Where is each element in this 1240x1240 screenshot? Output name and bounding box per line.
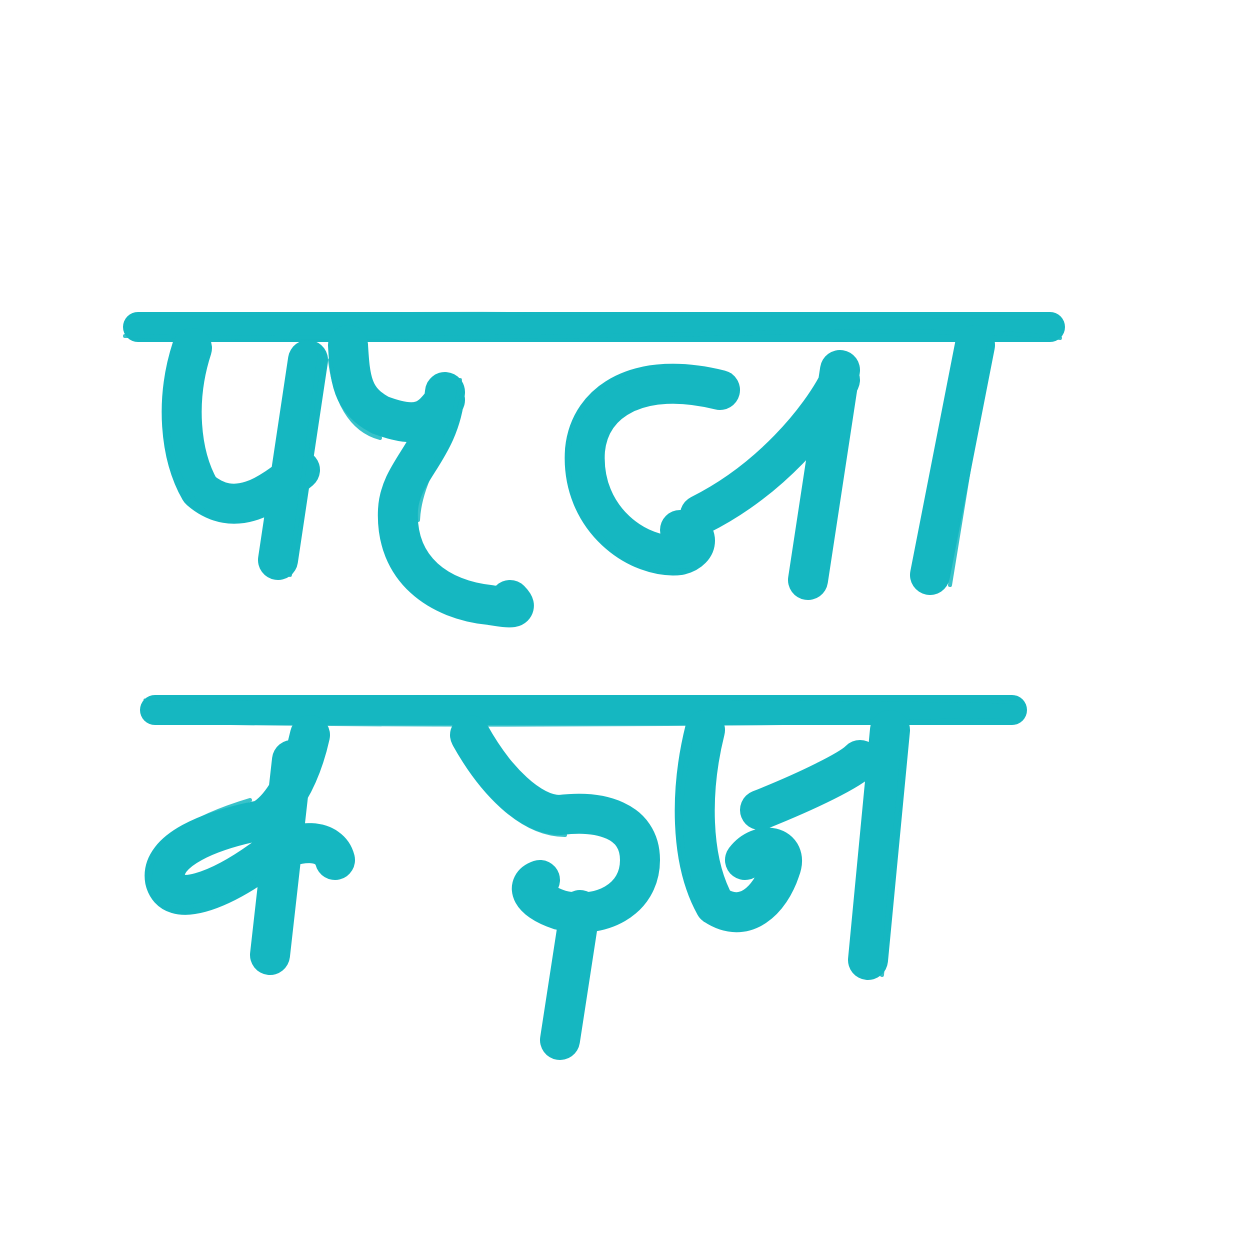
glyph-da <box>470 735 640 1040</box>
glyph-ka <box>165 735 335 955</box>
word-pahla <box>125 313 1060 607</box>
word-kadam <box>145 697 1020 1040</box>
glyph-pa <box>182 348 308 560</box>
glyph-la <box>585 370 840 580</box>
glyph-ma <box>695 730 890 960</box>
glyph-aa <box>930 345 975 575</box>
